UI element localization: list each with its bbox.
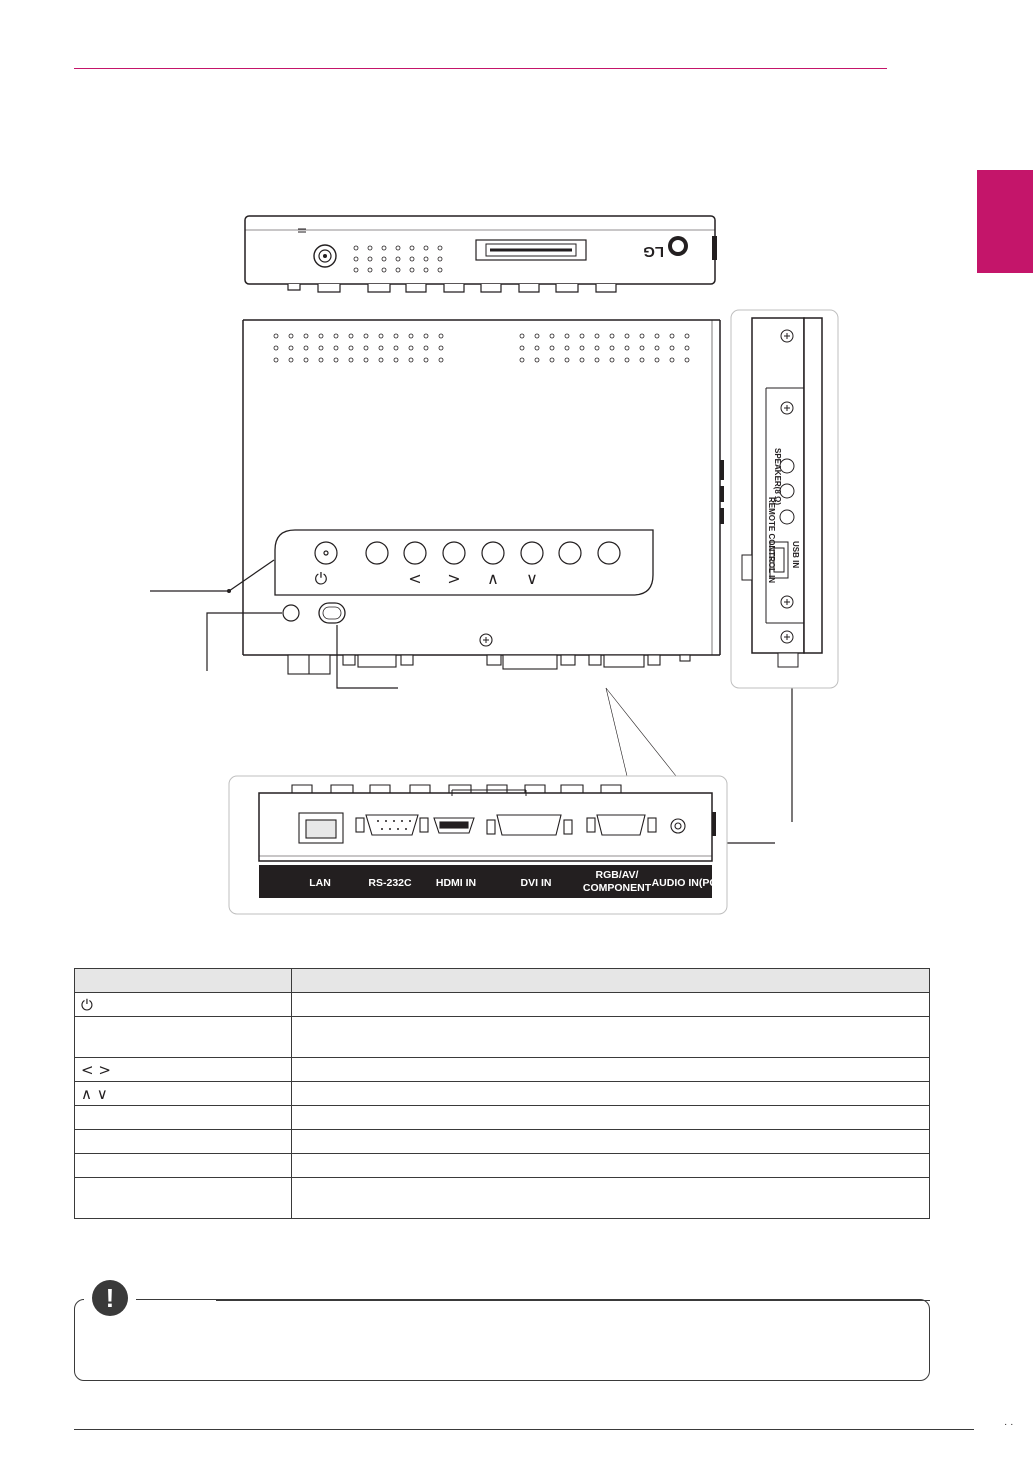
page-marker: · · xyxy=(1004,1419,1014,1430)
audio-label: AUDIO IN(PC) xyxy=(651,877,721,889)
remote-label: REMOTE CONTROL IN xyxy=(767,497,776,584)
key-left[interactable] xyxy=(404,542,426,564)
top-view xyxy=(245,216,717,292)
rgb-label-line2: COMPONENT xyxy=(582,882,652,894)
dvi-label: DVI IN xyxy=(520,877,552,889)
key-8[interactable] xyxy=(598,542,620,564)
key-7[interactable] xyxy=(559,542,581,564)
table-cell xyxy=(292,1130,930,1154)
table-row xyxy=(75,1058,930,1082)
table-row xyxy=(75,993,930,1017)
table-row xyxy=(75,1154,930,1178)
table-row xyxy=(75,1082,930,1106)
usb-label: USB IN xyxy=(791,541,800,569)
side-view xyxy=(731,310,838,688)
down-glyph: ∨ xyxy=(526,569,538,588)
note-rule xyxy=(216,1300,930,1301)
left-right-icon: < > xyxy=(81,1060,111,1079)
table-row xyxy=(75,1130,930,1154)
table-cell xyxy=(292,993,930,1017)
keys-table xyxy=(74,968,930,1219)
port-strip-zoom xyxy=(229,776,727,914)
up-down-icon: ∧ ∨ xyxy=(81,1084,108,1103)
table-cell xyxy=(292,1058,930,1082)
power-glyph: ⏻ xyxy=(314,569,328,588)
lg-logo-text: LG xyxy=(643,243,664,260)
rs232c-port xyxy=(366,815,418,835)
back-view xyxy=(243,320,724,674)
remote-sensor xyxy=(283,605,299,621)
key-2[interactable] xyxy=(366,542,388,564)
footer-rule xyxy=(74,1429,974,1430)
speaker-label: SPEAKER(8 Ω) xyxy=(773,448,782,506)
table-cell xyxy=(292,1082,930,1106)
table-cell xyxy=(292,1178,930,1219)
table-cell xyxy=(292,1017,930,1058)
note-box xyxy=(74,1299,930,1381)
key-up[interactable] xyxy=(482,542,504,564)
table-row xyxy=(75,1106,930,1130)
lan-label: LAN xyxy=(309,877,331,889)
table-row xyxy=(75,1178,930,1219)
rgb-label-line1: RGB/AV/ xyxy=(595,869,639,881)
rgb-port xyxy=(597,815,645,835)
table-cell xyxy=(292,1154,930,1178)
table-row xyxy=(75,1017,930,1058)
right-glyph: > xyxy=(447,569,461,588)
table-cell xyxy=(292,1106,930,1130)
note-icon: ! xyxy=(92,1280,128,1316)
key-down[interactable] xyxy=(521,542,543,564)
left-glyph: < xyxy=(408,569,422,588)
table-header-cell xyxy=(292,969,930,993)
power-icon: ⏻ xyxy=(81,995,93,1014)
up-glyph: ∧ xyxy=(487,569,499,588)
table-header-row xyxy=(75,969,930,993)
rs232c-label: RS-232C xyxy=(368,877,412,889)
table-header-cell xyxy=(75,969,292,993)
key-right[interactable] xyxy=(443,542,465,564)
hdmi-label: HDMI IN xyxy=(435,877,477,889)
dvi-port xyxy=(497,815,561,835)
